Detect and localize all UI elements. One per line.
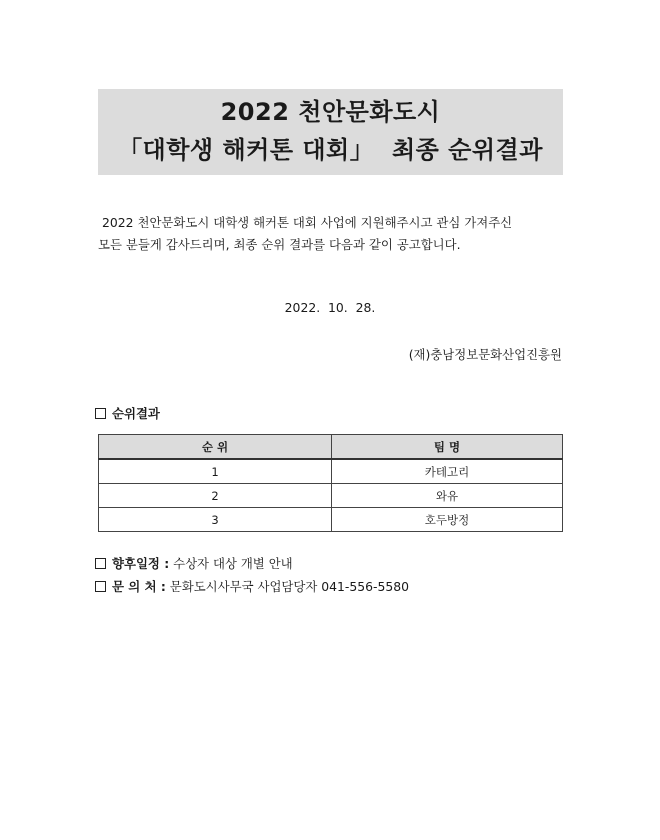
team-cell: 호두방정 bbox=[332, 508, 563, 532]
checkbox-square-icon bbox=[95, 408, 106, 419]
table-row bbox=[99, 459, 563, 484]
checkbox-square-icon bbox=[95, 558, 106, 569]
ranking-section-heading bbox=[95, 404, 160, 422]
schedule-line bbox=[95, 554, 293, 572]
contact-label: 문 의 처 : bbox=[112, 579, 166, 594]
team-cell: 카테고리 bbox=[332, 459, 563, 484]
ranking-table bbox=[98, 434, 563, 532]
column-header-rank: 순 위 bbox=[99, 435, 332, 460]
announcement-date: 2022. 10. 28. bbox=[284, 300, 376, 315]
contact-line bbox=[95, 577, 409, 595]
team-cell: 와유 bbox=[332, 484, 563, 508]
schedule-label: 향후일정 : bbox=[112, 556, 170, 571]
title-box bbox=[98, 89, 563, 175]
table-row bbox=[99, 508, 563, 532]
document-subtitle: 「대학생 해커톤 대회」 최종 순위결과 bbox=[118, 136, 543, 164]
ranking-heading-label: 순위결과 bbox=[112, 406, 160, 421]
schedule-value: 수상자 대상 개별 안내 bbox=[173, 556, 293, 571]
checkbox-square-icon bbox=[95, 581, 106, 592]
column-header-team: 팀 명 bbox=[332, 435, 563, 460]
table-header-row bbox=[99, 435, 563, 460]
rank-cell: 2 bbox=[99, 484, 332, 508]
intro-line-2: 모든 분들게 감사드리며, 최종 순위 결과를 다음과 같이 공고합니다. bbox=[98, 237, 461, 252]
intro-line-1: 2022 천안문화도시 대학생 해커톤 대회 사업에 지원해주시고 관심 가져주신 bbox=[102, 215, 513, 230]
contact-value: 문화도시사무국 사업담당자 041-556-5580 bbox=[169, 579, 410, 594]
table-row bbox=[99, 484, 563, 508]
rank-cell: 1 bbox=[99, 459, 332, 484]
organization-name: (재)충남정보문화산업진흥원 bbox=[408, 347, 562, 362]
document-title: 2022 천안문화도시 bbox=[220, 98, 441, 126]
intro-paragraph bbox=[98, 212, 564, 256]
rank-cell: 3 bbox=[99, 508, 332, 532]
